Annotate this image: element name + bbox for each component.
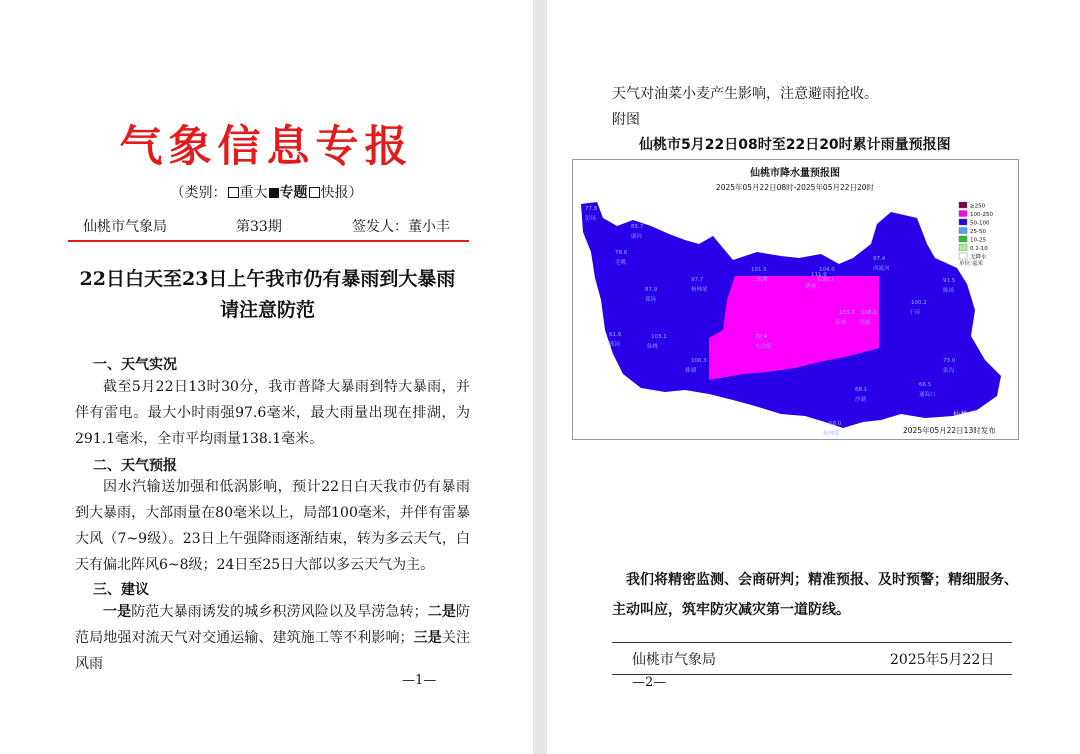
map-title: 仙桃市降水量预报图 xyxy=(750,168,840,179)
headline xyxy=(55,264,480,326)
station-label: 干河 xyxy=(909,310,921,316)
station-label: 103.1 xyxy=(651,334,667,340)
checked-box-icon xyxy=(269,188,279,198)
station-label: 73.0 xyxy=(943,358,956,364)
category-major: 重大 xyxy=(239,185,268,201)
bulletin-title: 气象信息专报 xyxy=(119,122,414,172)
station-label: 三伏潭 xyxy=(751,277,768,283)
station-label: 郑场 xyxy=(645,297,657,303)
legend-swatch xyxy=(959,228,967,234)
footer-date: 2025年5月22日 xyxy=(890,652,995,668)
station-label: 胡场 xyxy=(805,284,817,290)
station-label: 九合垸 xyxy=(755,344,772,350)
legend-label: 25-50 xyxy=(970,229,986,235)
headline-line-2: 请注意防范 xyxy=(219,299,315,321)
legend-swatch xyxy=(959,245,967,251)
station-label: 通海口 xyxy=(919,392,936,398)
station-label: 77.8 xyxy=(585,206,598,212)
station-label: 西流河 xyxy=(873,266,890,272)
section-3-text: 一是防范大暴雨诱发的城乡积涝风险以及旱涝急转；二是防范局地强对流天气对交通运输、建筑施工等不利影响；三是关注风雨 xyxy=(75,604,471,672)
section-2-text: 因水汽输送加强和低涡影响，预计22日白天我市仍有暴雨到大暴雨，大部雨量在80毫米以上，局部100毫米，并伴有雷暴大风（7~9级）。23日上午强降雨逐渐结束，转为多云天气，白天有偏北阵风6~8级；24日至25日大部以多云天气为主。 xyxy=(75,479,470,573)
rainfall-forecast-map xyxy=(572,159,1019,440)
legend-label: ≥250 xyxy=(970,203,986,210)
figure-title: 仙桃市5月22日08时至22日20时累计雨量预报图 xyxy=(639,137,951,153)
category-line xyxy=(0,182,533,202)
station-label: 杨林尾 xyxy=(823,431,840,437)
legend-unit: 单位:毫米 xyxy=(959,261,983,267)
station-label: 68.1 xyxy=(855,387,868,393)
station-label: 沔城 xyxy=(859,320,871,326)
category-special: 专题 xyxy=(279,185,308,201)
legend-label: 无降水 xyxy=(970,254,987,261)
station-label: 剅河 xyxy=(631,234,643,240)
station-label: 108.0 xyxy=(861,310,877,316)
category-suffix: ） xyxy=(348,185,363,201)
station-label: 61.9 xyxy=(609,332,622,338)
station-label: 58.0 xyxy=(829,421,842,427)
rainfall-map-svg xyxy=(573,160,1018,439)
station-label: 97.4 xyxy=(873,256,886,262)
station-label: 78.6 xyxy=(615,250,628,256)
page-number-2: —2— xyxy=(632,675,667,690)
section-3-title: 三、建议 xyxy=(93,582,149,598)
section-2-title: 二、天气预报 xyxy=(93,458,177,474)
legend-swatch xyxy=(959,253,967,259)
station-label: 陈场 xyxy=(943,288,955,294)
issue-number: 第33期 xyxy=(236,219,282,235)
legend-label: 50-100 xyxy=(970,220,990,227)
page-number-1: —1— xyxy=(402,673,437,688)
station-label: 郭河 xyxy=(609,342,621,348)
map-credit: 仙桃市气象台 xyxy=(953,410,998,419)
station-label: 彭场 xyxy=(585,216,597,222)
station-label: 97.7 xyxy=(691,277,704,283)
unchecked-box-icon xyxy=(228,187,239,198)
legend-swatch xyxy=(959,211,967,217)
station-label: 91.5 xyxy=(943,278,956,284)
footer-top-rule xyxy=(612,642,1012,643)
section-1-text: 截至5月22日13时30分，我市普降大暴雨到特大暴雨，并伴有雷电。最大小时雨强97.6毫米，最大雨量出现在排湖，为291.1毫米，全市平均雨量138.1毫米。 xyxy=(75,379,470,447)
station-label: 104.0 xyxy=(819,267,835,273)
map-legend xyxy=(959,202,993,267)
station-label: 66.5 xyxy=(919,382,932,388)
legend-swatch xyxy=(959,219,967,225)
station-label: 毛嘴 xyxy=(615,260,627,266)
red-divider xyxy=(68,240,469,242)
unchecked-box-icon xyxy=(309,187,320,198)
continued-text: 天气对油菜小麦产生影响，注意避雨抢收。 xyxy=(612,86,878,102)
map-subtitle: 2025年05月22日08时-2025年05月22日20时 xyxy=(715,183,875,192)
closing-line-2: 主动叫应，筑牢防灾减灾第一道防线。 xyxy=(612,602,850,618)
station-label: 沙湖 xyxy=(855,397,867,403)
section-1-title: 一、天气实况 xyxy=(93,357,177,373)
closing-statement xyxy=(612,565,1022,625)
station-label: 101.5 xyxy=(751,267,767,273)
station-label: 杨林尾 xyxy=(691,287,708,293)
closing-line-1: 我们将精密监测、会商研判；精准预报、及时预警；精细服务、 xyxy=(626,572,1018,588)
legend-label: 10-25 xyxy=(970,237,986,244)
station-label: 103.7 xyxy=(839,310,855,316)
station-label: 仙桃 xyxy=(647,344,659,350)
station-label: 彭场 xyxy=(835,320,847,326)
signer: 签发人：董小丰 xyxy=(352,219,450,235)
legend-label: 100-250 xyxy=(970,212,993,218)
agency-name: 仙桃市气象局 xyxy=(83,219,167,235)
station-label: 张沟 xyxy=(943,368,955,374)
legend-label: 0.1-10 xyxy=(970,246,988,252)
legend-swatch xyxy=(959,236,967,242)
station-label: 100.3 xyxy=(691,358,707,364)
category-quick: 快报 xyxy=(320,185,349,201)
attachment-label: 附图 xyxy=(612,112,640,128)
station-label: 长埫口 xyxy=(817,277,834,283)
station-label: 111.9 xyxy=(811,272,827,278)
station-label: 85.7 xyxy=(631,224,644,230)
station-label: 100.2 xyxy=(911,300,927,306)
footer-agency: 仙桃市气象局 xyxy=(632,652,716,668)
category-prefix: （类别： xyxy=(170,185,227,201)
map-issued-time: 2025年05月22日13时发布 xyxy=(903,426,996,435)
footer-bottom-rule xyxy=(612,674,1012,675)
station-label: 87.9 xyxy=(645,287,658,293)
station-label: 70.4 xyxy=(755,334,768,340)
station-label: 排湖 xyxy=(685,368,697,374)
headline-line-1: 22日白天至23日上午我市仍有暴雨到大暴雨 xyxy=(79,268,456,290)
document-page-1 xyxy=(0,0,533,754)
legend-swatch xyxy=(959,202,967,208)
